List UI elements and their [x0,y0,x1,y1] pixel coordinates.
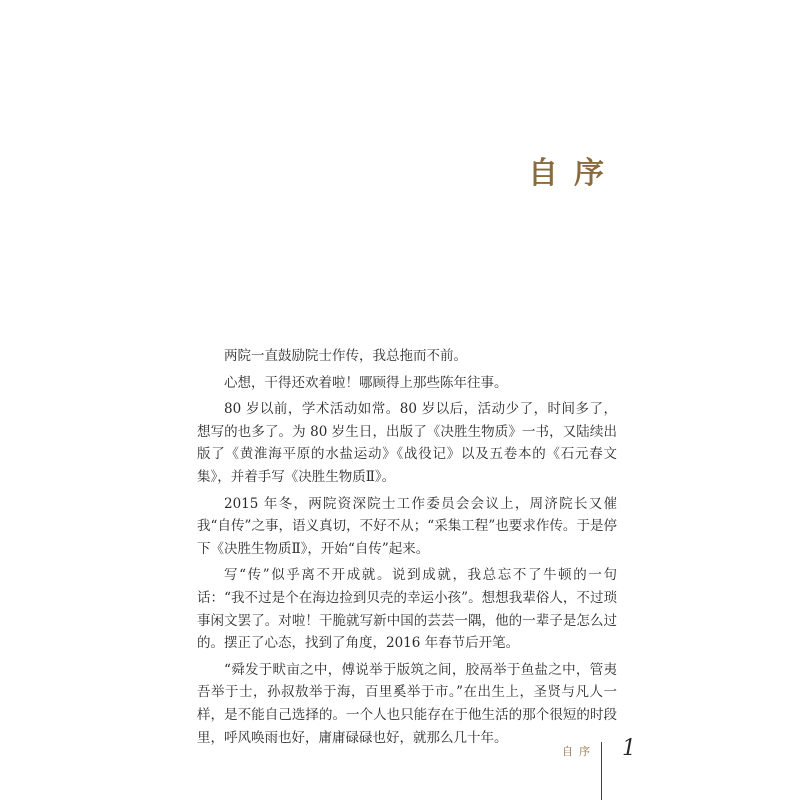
paragraph: 80 岁以前，学术活动如常。80 岁以后，活动少了，时间多了，想写的也多了。为 80 岁生日，出版了《决胜生物质》一书，又陆续出版了《黄淮海平原的水盐运动》《战役记》以及五卷本的《石元春文集》，并着手写《决胜生物质Ⅱ》。 [197,401,617,485]
page-title: 自序 [528,156,620,191]
paragraph: 写“传”似乎离不开成就。说到成就，我总忘不了牛顿的一句话：“我不过是个在海边捡到贝壳的幸运小孩”。想想我辈俗人，不过琐事闲文罢了。对啦！干脆就写新中国的芸芸一隅，他的一辈子是怎么过的。摆正了心态，找到了角度，2016 年春节后开笔。 [197,567,617,652]
paragraph: “舜发于畎亩之中，傅说举于版筑之间，胶鬲举于鱼盐之中，管夷吾举于士，孙叔敖举于海，百里奚举于市。”在出生上，圣贤与凡人一样，是不能自己选择的。一个人也只能存在于他生活的那个很短的时段里，呼风唤雨也好，庸庸碌碌也好，就那么几十年。 [197,661,617,746]
paragraph: 心想，干得还欢着啦！哪顾得上那些陈年往事。 [224,374,508,391]
running-footer-label: 自序 [562,745,596,758]
paragraph: 两院一直鼓励院士作传，我总拖而不前。 [224,348,467,364]
footer-divider [601,742,602,800]
body-text [197,345,617,753]
paragraph: 2015 年冬，两院资深院士工作委员会会议上，周济院长又催我“自传”之事，语义真切，不好不从；“采集工程”也要求作传。于是停下《决胜生物质Ⅱ》，开始“自传”起来。 [197,495,617,557]
page-number: 1 [622,736,636,761]
